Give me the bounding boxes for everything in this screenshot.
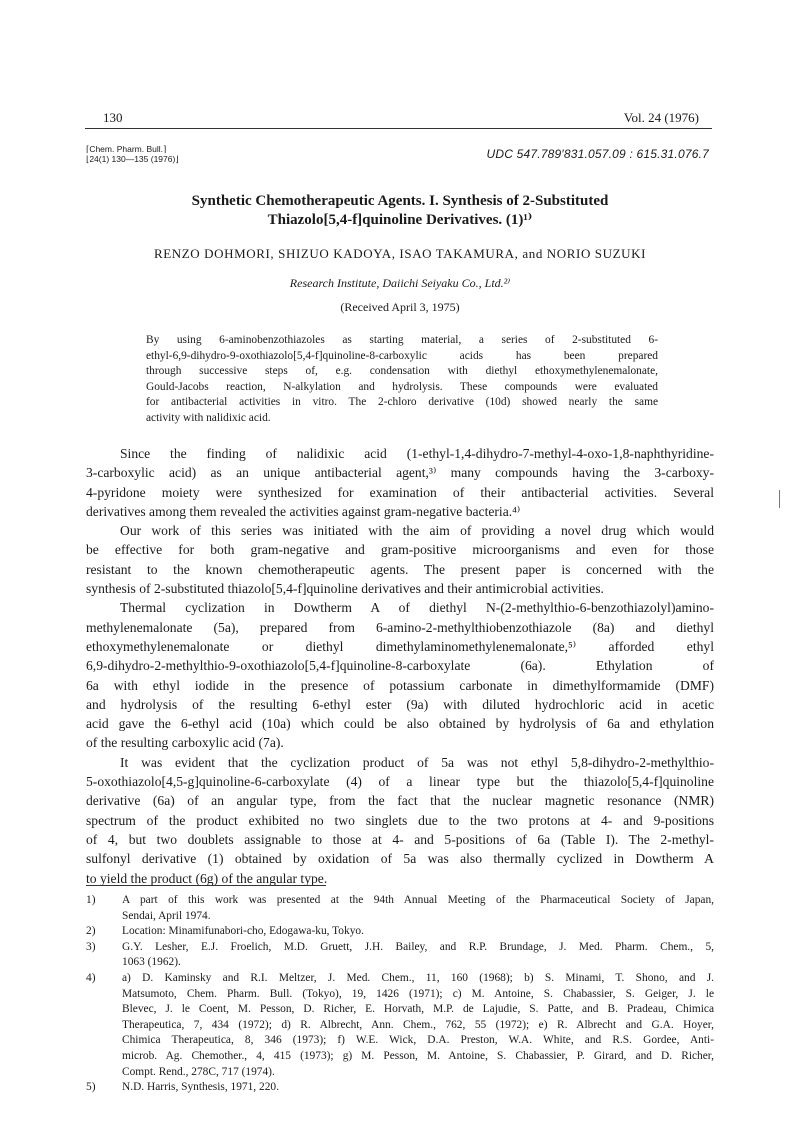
body-line: Our work of this series was initiated with the aim of providing a novel drug which would [120,523,714,539]
footnote-line: Location: Minamifunabori-cho, Edogawa-ku, Tokyo. [122,925,364,938]
footnote-number: 2) [86,925,96,938]
footnote-line: Chimica Therapeutica, 8, 346 (1973); f) W.E. Wick, D.A. Preston, W.A. White, and R.S. Gordee, Anti- [122,1034,714,1047]
footnote-line: a) D. Kaminsky and R.I. Meltzer, J. Med. Chem., 11, 160 (1968); b) S. Minami, T. Shono, and J. [122,971,714,984]
body-line: 5-oxothiazolo[4,5-g]quinoline-6-carboxylate (4) of a linear type but the thiazolo[5,4-f]quinoline [86,774,714,790]
body-line: 6,9-dihydro-2-methylthio-9-oxothiazolo[5,4-f]quinoline-8-carboxylate (6a). Ethylation of [86,658,714,674]
footnote-line: Sendai, April 1974. [122,909,211,922]
journal-line-2: ⌊24(1) 130—135 (1976)⌋ [86,154,179,164]
footnote-number: 5) [86,1081,96,1094]
body-line: Since the finding of nalidixic acid (1-ethyl-1,4-dihydro-7-methyl-4-oxo-1,8-naphthyridine- [120,446,714,461]
footnote-line: 1063 (1962). [122,956,181,969]
header-rule [85,128,712,129]
body-line: to yield the product (6g) of the angular type. [86,870,328,886]
received-date: (Received April 3, 1975) [340,300,460,314]
footnote-line: N.D. Harris, Synthesis, 1971, 220. [122,1081,279,1094]
page-number: 130 [103,110,123,125]
volume-label: Vol. 24 (1976) [623,110,699,125]
abstract-line: activity with nalidixic acid. [146,411,271,424]
abstract-line: By using 6-aminobenzothiazoles as starting material, a series of 2-substituted 6- [146,334,658,346]
body-line: resistant to the known chemotherapeutic agents. The present paper is concerned with the [86,561,714,577]
footnote-line: Compt. Rend., 278C, 717 (1974). [122,1065,275,1078]
abstract-line: through successive steps of, e.g. condensation with diethyl ethoxymethylenemalonate, [146,365,658,378]
body-line: sulfonyl derivative (1) obtained by oxidation of 5a was also thermally cyclized in Dowtherm A [86,851,714,867]
footnote [86,971,714,1080]
body-line: 4-pyridone moiety were synthesized for examination of their antibacterial activities. Several [86,484,714,500]
body-line: 6a with ethyl iodide in the presence of potassium carbonate in dimethylformamide (DMF) [86,677,714,693]
footnotes [86,893,714,1096]
body-line: Thermal cyclization in Dowtherm A of diethyl N-(2-methylthio-6-benzothiazolyl)amino- [120,600,714,616]
footnote-number: 4) [86,971,96,984]
footnote-line: Therapeutica, 7, 434 (1972); d) R. Albrecht, Ann. Chem., 762, 55 (1972); e) R. Albrecht and G.A. Hoyer, [122,1018,714,1031]
body-line: of the resulting carboxylic acid (7a). [86,735,284,751]
margin-mark [779,490,780,508]
abstract [146,333,658,427]
body-line: 3-carboxylic acid) as an unique antibacterial agent,³⁾ many compounds having the 3-carboxy- [86,465,714,481]
footnote-line: Blevec, J. le Coent, M. Pesson, D. Richer, E. Horvath, M.P. de Lajudie, S. Patte, and B. Pradeau, Chimica [122,1003,714,1016]
footnote-rule [86,885,326,886]
body-line: be effective for both gram-negative and gram-positive microorganisms and even for those [86,542,714,558]
footnote-line: Matsumoto, Chem. Pharm. Bull. (Tokyo), 19, 1426 (1971); c) M. Antoine, S. Chabassier, S. Geiger, J. le [122,987,714,1000]
abstract-line: Gould-Jacobs reaction, N-alkylation and hydrolysis. These compounds were evaluated [146,380,658,393]
footnote [86,893,714,924]
body-line: ethoxymethylenemalonate or diethyl dimethylaminomethylenemalonate,⁵⁾ afforded ethyl [86,638,714,654]
footnote-number: 1) [86,894,96,906]
body-line: synthesis of 2-substituted thiazolo[5,4-f]quinoline derivatives and their antimicrobial activities. [86,581,604,597]
body-line: and hydrolysis of the resulting 6-ethyl ester (9a) with diluted hydrochloric acid in acetic [86,696,714,712]
body-line: derivatives among them revealed the activities against gram-negative bacteria.⁴⁾ [86,503,521,519]
body-line: acid gave the 6-ethyl acid (10a) which could be also obtained by hydrolysis of 6a and ethylation [86,716,714,732]
footnote [86,924,714,940]
abstract-line: ethyl-6,9-dihydro-9-oxothiazolo[5,4-f]quinoline-8-carboxylic acids has been prepared [146,349,658,362]
udc-code: UDC 547.789′831.057.09 : 615.31.076.7 [486,147,709,161]
body-line: of 4, but two doublets assignable to those at 4- and 5-positions of 6a (Table I). The 2-methyl- [86,831,714,847]
body-line: It was evident that the cyclization product of 5a was not ethyl 5,8-dihydro-2-methylthio- [120,754,714,770]
journal-line-1: ⌈Chem. Pharm. Bull.⌉ [86,144,167,154]
journal-citation [86,144,179,164]
footnote-number: 3) [86,940,96,953]
institution: Research Institute, Daiichi Seiyaku Co., Ltd.²⁾ [289,276,511,290]
main-text [86,444,714,888]
body-line: derivative (6a) of an angular type, from the fact that the nuclear magnetic resonance (NMR) [86,793,714,809]
footnote [86,1080,714,1096]
footnote [86,940,714,971]
authors: RENZO DOHMORI, SHIZUO KADOYA, ISAO TAKAMURA, and NORIO SUZUKI [153,246,647,261]
footnote-line: A part of this work was presented at the 94th Annual Meeting of the Pharmaceutical Society of Japan, [122,894,714,906]
title-line-1: Synthetic Chemotherapeutic Agents. I. Synthesis of 2-Substituted [191,193,609,209]
paper-title [120,192,680,230]
footnote-line: G.Y. Lesher, E.J. Froelich, M.D. Gruett, J.H. Bailey, and R.P. Brundage, J. Med. Pharm. Chem., 5, [122,940,714,953]
footnote-line: microb. Ag. Chemother., 4, 415 (1973); g) M. Pesson, M. Antoine, S. Chabassier, P. Girard, and D. Richer, [122,1049,714,1062]
title-line-2: Thiazolo[5,4-f]quinoline Derivatives. (1)¹⁾ [267,212,533,228]
body-line: spectrum of the product exhibited no two singlets due to the two protons at 4- and 9-positions [86,812,714,828]
abstract-line: for antibacterial activities in vitro. The 2-chloro derivative (10d) showed nearly the same [146,396,658,409]
body-line: methylenemalonate (5a), prepared from 6-amino-2-methylthiobenzothiazole (8a) and diethyl [86,619,714,635]
